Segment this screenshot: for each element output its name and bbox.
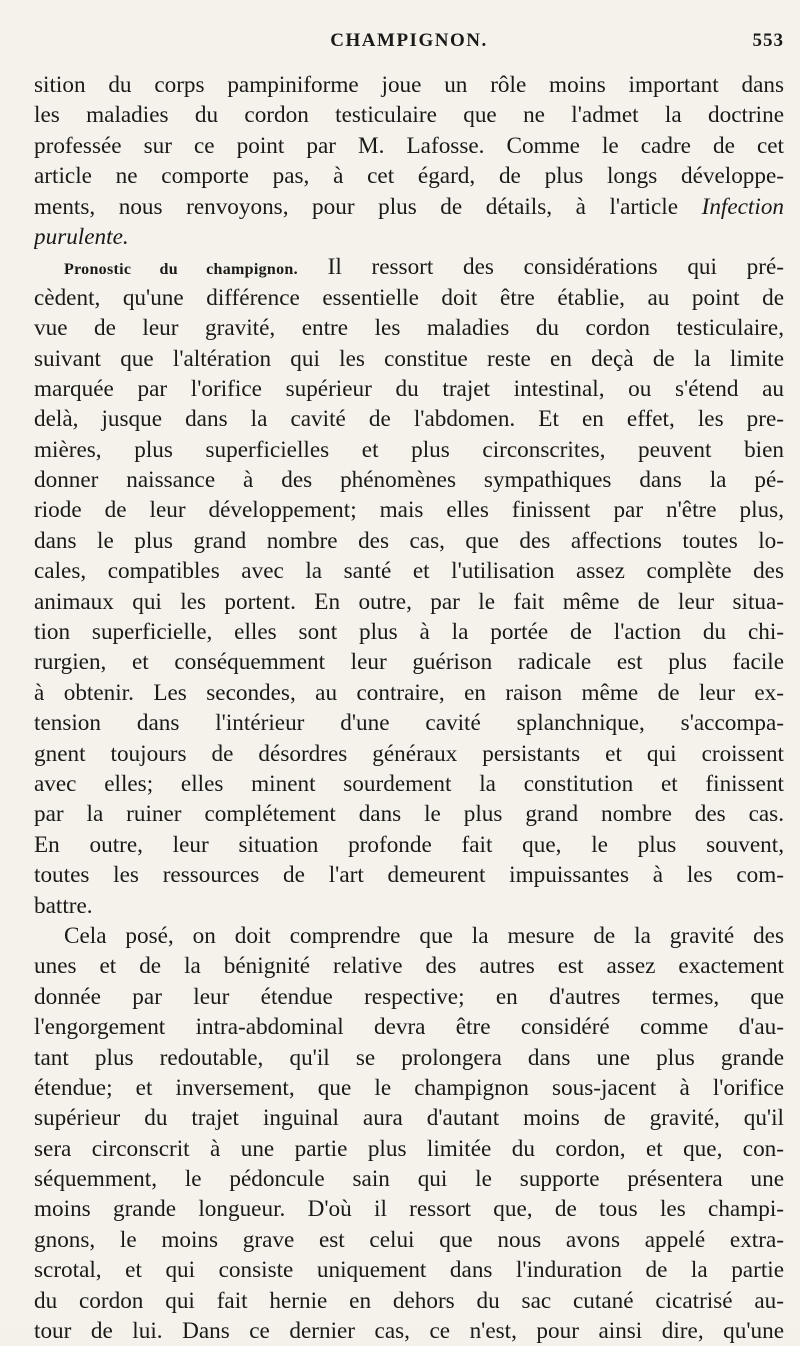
text-line: scrotal, et qui consiste uniquement dans l'induration de la partie [34, 1257, 784, 1284]
text-line: toutes les ressources de l'art demeurent impuissantes à les com- [34, 862, 784, 889]
text-line: moins grande longueur. D'où il ressort que, de tous les champi- [34, 1196, 784, 1223]
text-line: rurgien, et conséquemment leur guérison radicale est plus facile [34, 649, 784, 676]
body-text [34, 70, 784, 1346]
text-line: l'engorgement intra-abdominal devra être considéré comme d'au- [34, 1014, 784, 1041]
running-title: CHAMPIGNON. [330, 30, 488, 51]
italic-term: Infection [701, 193, 784, 220]
text-line: séquemment, le pédoncule sain qui le supporte présentera une [34, 1166, 784, 1193]
text-line: les maladies du cordon testiculaire que ne l'admet la doctrine [34, 102, 784, 129]
text-line: tion superficielle, elles sont plus à la portée de l'action du chi- [34, 619, 784, 646]
text-line: vue de leur gravité, entre les maladies du cordon testiculaire, [34, 315, 784, 342]
text-line: dans le plus grand nombre des cas, que des affections toutes lo- [34, 527, 784, 554]
text-line: mières, plus superficielles et plus circonscrites, peuvent bien [34, 436, 784, 463]
text-line: battre. [34, 892, 93, 919]
text-line: du cordon qui fait hernie en dehors du sac cutané cicatrisé au- [34, 1287, 784, 1314]
text-line: suivant que l'altération qui les constitue reste en deçà de la limite [34, 345, 784, 372]
text-line: professée sur ce point par M. Lafosse. Comme le cadre de cet [34, 132, 784, 159]
text-line: animaux qui les portent. En outre, par le fait même de leur situa- [34, 588, 784, 615]
text-line [34, 222, 784, 252]
text-line: étendue; et inversement, que le champignon sous-jacent à l'orifice [34, 1074, 784, 1101]
text-line: cales, compatibles avec la santé et l'utilisation assez complète des [34, 558, 784, 585]
text-line: Pronostic du champignon. Il ressort des considérations qui pré- [64, 254, 784, 281]
page-number: 553 [752, 30, 784, 51]
text-line: En outre, leur situation profonde fait que, le plus souvent, [34, 831, 784, 858]
text-line: tant plus redoutable, qu'il se prolongera dans une plus grande [34, 1044, 784, 1071]
text-line: sera circonscrit à une partie plus limitée du cordon, et que, con- [34, 1135, 784, 1162]
text-line: Cela posé, on doit comprendre que la mesure de la gravité des [64, 922, 784, 949]
text-line: tour de lui. Dans ce dernier cas, ce n'est, pour ainsi dire, qu'une [34, 1318, 784, 1345]
text-line: article ne comporte pas, à cet égard, de plus longs développe- [34, 163, 784, 190]
text-line: donnée par leur étendue respective; en d'autres termes, que [34, 983, 784, 1010]
running-header [34, 30, 784, 60]
text-line: sition du corps pampiniforme joue un rôle moins important dans [34, 72, 784, 98]
text-line: avec elles; elles minent sourdement la constitution et finissent [34, 770, 784, 797]
text-line: tension dans l'intérieur d'une cavité splanchnique, s'accompa- [34, 710, 784, 737]
italic-term: purulente. [34, 223, 129, 250]
text-line: gnons, le moins grave est celui que nous avons appelé extra- [34, 1226, 784, 1253]
text-line: donner naissance à des phénomènes sympathiques dans la pé- [34, 467, 784, 494]
text-line: ments, nous renvoyons, pour plus de détails, à l'article Infection [34, 193, 784, 220]
section-heading: Pronostic du champignon. [64, 261, 298, 279]
text-line: gnent toujours de désordres généraux persistants et qui croissent [34, 740, 784, 767]
text-line: à obtenir. Les secondes, au contraire, en raison même de leur ex- [34, 679, 784, 706]
text-line: cèdent, qu'une différence essentielle doit être établie, au point de [34, 284, 784, 311]
text-line: supérieur du trajet inguinal aura d'autant moins de gravité, qu'il [34, 1105, 784, 1132]
text-line: riode de leur développement; mais elles finissent par n'être plus, [34, 497, 784, 524]
text-line: par la ruiner complétement dans le plus grand nombre des cas. [34, 801, 784, 828]
text-line: unes et de la bénignité relative des autres est assez exactement [34, 953, 784, 980]
text-line: delà, jusque dans la cavité de l'abdomen. Et en effet, les pre- [34, 406, 784, 433]
text-line: marquée par l'orifice supérieur du trajet intestinal, ou s'étend au [34, 375, 784, 402]
